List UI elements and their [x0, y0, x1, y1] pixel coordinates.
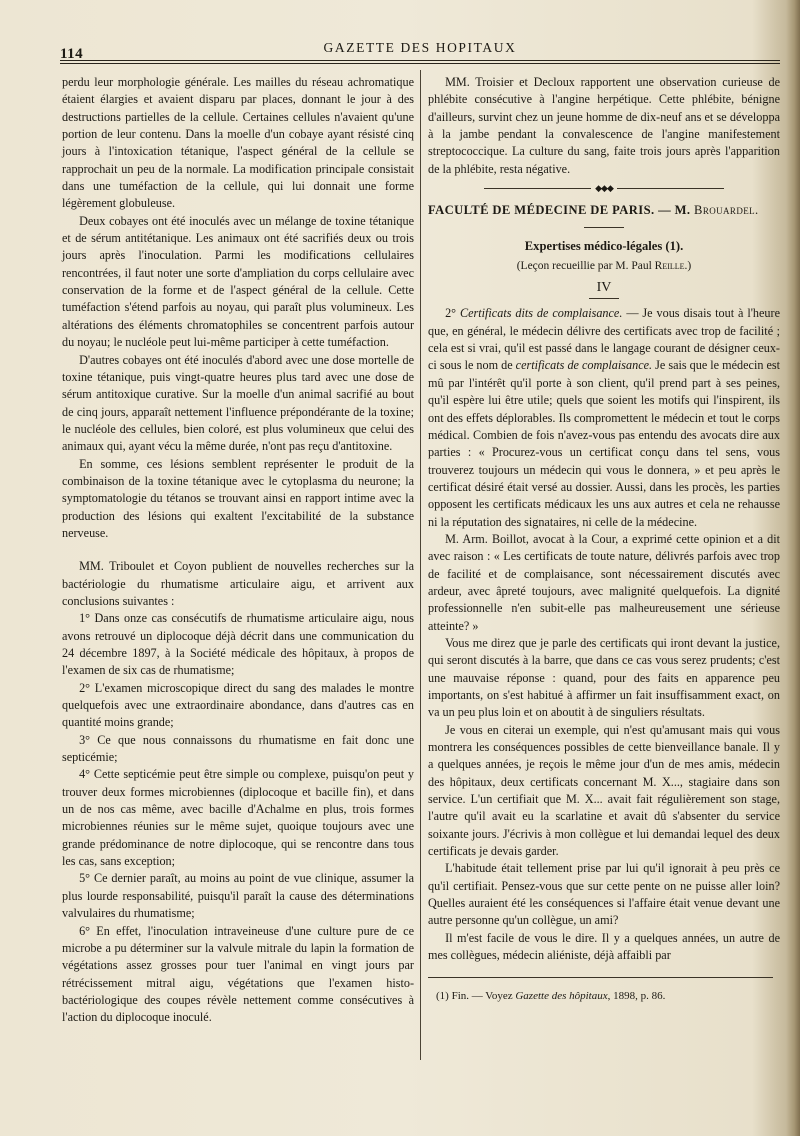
short-rule [589, 298, 619, 299]
right-column [428, 74, 780, 1005]
section-heading [428, 202, 780, 219]
column-divider [420, 70, 421, 1060]
conclusion-item: 2° L'examen microscopique direct du sang des malades le montre quelquefois avec une extraordinaire abondance, dans d'autres cas en quantité moins grande; [62, 680, 414, 730]
footnote-journal: Gazette des hôpitaux [515, 989, 608, 1002]
paragraph: Il m'est facile de vous le dire. Il y a quelques années, un autre de mes collègues, médecin aliéniste, déjà affaibli par [428, 930, 780, 963]
paragraph: Vous me direz que je parle des certificats qui iront devant la justice, qui seront discutés à la barre, que dans ce cas vous serez prudents; c'est une mauvaise réponse : quand, pour des faits en apparence peu importants, on s'est habitué à affirmer un fait insuffisamment exact, on va un peu plus loin et on aboutit à de singuliers résultats. [428, 635, 780, 720]
lecture-subtitle-prefix: (Leçon recueillie par M. Paul [516, 259, 652, 272]
paragraph: Deux cobayes ont été inoculés avec un mélange de toxine tétanique et de sérum antitétanique. Les animaux ont été sacrifiés deux ou trois jours après l'inoculation. Parmi les modifications cellulaires rencontrées, il faut noter une sorte d'ampliation du corps cellulaire avec conservation de la forme et de l'aspect général de la cellule. Cette tuméfaction s'étend parfois au noyau, qui paraît plus volumineux. Les altérations des éléments chromatophiles se concentrent parfois autour du noyau; le nucléole peut lui-même participer à cette tuméfaction. [62, 213, 414, 350]
part-numeral: IV [596, 280, 612, 296]
paragraph: D'autres cobayes ont été inoculés d'abord avec une dose mortelle de toxine tétanique, puis vingt-quatre heures plus tard avec une dose de sérum antitoxique curative. Sur la moelle d'un animal sacrifié au bout de cinq jours, apparaît nettement l'influence prépondérante de la toxine; le nucléole des cellules, bien coloré, est plus volumineux que celui des animaux qui, ayant vécu la même durée, n'ont pas reçu d'antitoxine. [62, 352, 414, 454]
paragraph [428, 305, 780, 530]
paragraph-gap [62, 542, 414, 558]
paragraph: perdu leur morphologie générale. Les mailles du réseau achromatique étaient élargies et avaient disparu par places, donnant le jour à des destructions partielles de la cellule. Certaines cellules n'avaient qu'une portion de leur contenu. Dans la moelle d'un cobaye ayant résisté cinq jours à l'intoxication tétanique, l'aspect général de la cellule se rapprochait un peu de la normale. La modification principale consistait dans une tuméfaction de la cellule, qui lui donnait une forme légèrement globuleuse. [62, 75, 414, 211]
paragraph-text: Je sais que le médecin est mû par l'intérêt qu'il porte à son client, qu'il prend part à ses peines, qu'il espère lui être utile; quels que soient les motifs qui l'inspirent, ils ont des effets déplorables. Ils compromettent le médecin et tout le corps médical. Combien de fois n'avez-vous pas entendu des avocats dire aux parties : « Procurez-vous un certificat conçu dans tel sens, vous trouverez toujours un médecin qui vous le donnera, » et peu après le certificat désiré était versé au dossier. Aussi, dans les procès, les parties opposent les certificats médicaux les uns aux autres et cela ne rehausse ni la réputation des signataires, ni celle de la médecine. [428, 358, 781, 529]
footnote-rule [428, 977, 773, 978]
item-title: Certificats dits de complaisance. [459, 306, 623, 321]
paragraph: MM. Troisier et Decloux rapportent une observation curieuse de phlébite consécutive à l'angine herpétique. Cette phlébite, bénigne d'ailleurs, survint chez un jeune homme de dix-neuf ans et se développa à la jambe pendant la convalescence de l'angine manifestement streptococcique. La culture du sang, faite trois jours après l'apparition de la phlébite, resta négative. [428, 75, 780, 176]
header-rule [60, 60, 780, 64]
journal-title: GAZETTE DES HOPITAUX [323, 40, 517, 55]
lecture-subtitle [428, 258, 780, 275]
paragraph-text: — Je vous disais tout à l'heure que, en général, le médecin délivre des certificats avec trop de facilité ; cela est si vrai, qu'il est passé dans le langage courant de désigner ceux-ci sous le nom de [428, 306, 780, 373]
lecture-title: Expertises médico-légales (1). [524, 239, 684, 254]
short-rule [584, 227, 624, 228]
paragraph: Je vous en citerai un exemple, qui n'est qu'amusant mais qui vous montrera les conséquences possibles de cette bienveillance banale. Il y a quelques années, je reçois le même jour d'un de mes amis, médecin des hôpitaux, deux certificats concernant M. X..., stagiaire dans son service. L'un certifiait que M. X... avait fait régulièrement son stage, l'autre qu'il avait eu la scarlatine et avait dû s'absenter du service soixante jours. J'écrivis à mon collègue et lui demandai lequel des deux certificats je devais garder. [428, 722, 780, 859]
section-heading-text: FACULTÉ DE MÉDECINE DE PARIS. — M. [428, 203, 691, 218]
paragraph: L'habitude était tellement prise par lui qu'il ignorait à peu près ce qu'il certifiait. Pensez-vous que sur cette pente on ne puisse aller loin? Quelles auraient été les conséquences si l'affaire était venue devant une autre personne qu'un collègue, un ami? [428, 861, 780, 928]
conclusion-item: 4° Cette septicémie peut être simple ou complexe, puisqu'on peut y trouver deux formes microbiennes (diplocoque et bacille fin), et dans un de nos cas même, avec bacille d'Achalme en plus, trois formes microbiennes réunies sur le même sujet, quoique toujours avec une grande prédominance de notre diplocoque, qui se rencontre dans tous les cas, sans exception; [62, 767, 414, 869]
conclusion-item: 5° Ce dernier paraît, au moins au point de vue clinique, assumer la plus lourde responsabilité, puisqu'il paraît la cause des déterminations valvulaires du rhumatisme; [62, 871, 414, 921]
page-number: 114 [60, 46, 84, 62]
paragraph: M. Arm. Boillot, avocat à la Cour, a exprimé cette opinion et a dit avec raison : « Les certificats de toute nature, délivrés parfois avec trop de facilité et de complaisance, sont nécessairement discutés avec ardeur, avec âpreté toujours, avec malignité quelquefois. La dignité professionnelle n'en subit-elle pas malheureusement une sérieuse atteinte? » [428, 531, 780, 633]
left-column [62, 74, 414, 1027]
footnote [428, 988, 780, 1005]
conclusion-item: 3° Ce que nous connaissons du rhumatisme en fait donc une septicémie; [62, 732, 414, 765]
lecture-subtitle-name: Reille.) [654, 259, 692, 272]
conclusion-item: 1° Dans onze cas consécutifs de rhumatisme articulaire aigu, nous avons retrouvé un diplocoque déjà décrit dans une communication du 24 décembre 1897, à la Société médicale des hôpitaux, à propos de l'examen de six cas de rhumatisme; [62, 611, 414, 678]
italic-term: certificats de complaisance. [515, 358, 653, 373]
ornamental-separator: ◆◆◆ [484, 188, 724, 190]
binding-edge [786, 0, 800, 1136]
page-header [60, 36, 780, 64]
section-professor: Brouardel. [694, 203, 759, 218]
paragraph: En somme, ces lésions semblent représenter le produit de la combinaison de la toxine tétanique avec le cytoplasma du neurone; la symptomatologie du tétanos se trouvant ainsi en rapport intime avec la production des lésions qui exaltent l'excitabilité de la substance nerveuse. [62, 456, 414, 540]
item-number: 2° [445, 306, 457, 321]
footnote-suffix: , 1898, p. 86. [607, 989, 666, 1002]
paragraph: MM. Triboulet et Coyon publient de nouvelles recherches sur la bactériologie du rhumatisme articulaire aigu, et arrivent aux conclusions suivantes : [62, 559, 414, 608]
conclusion-item: 6° En effet, l'inoculation intraveineuse d'une culture pure de ce microbe a pu déterminer sur la valvule mitrale du lapin la formation de végétations assez grosses pour tuer l'animal en vingt jours par rétrécissement mitral aigu, végétations que l'examen histo-bactériologique des coupes révèle nettement comme consécutives à l'action du diplocoque inoculé. [62, 923, 414, 1025]
footnote-prefix: (1) Fin. — Voyez [436, 989, 513, 1002]
